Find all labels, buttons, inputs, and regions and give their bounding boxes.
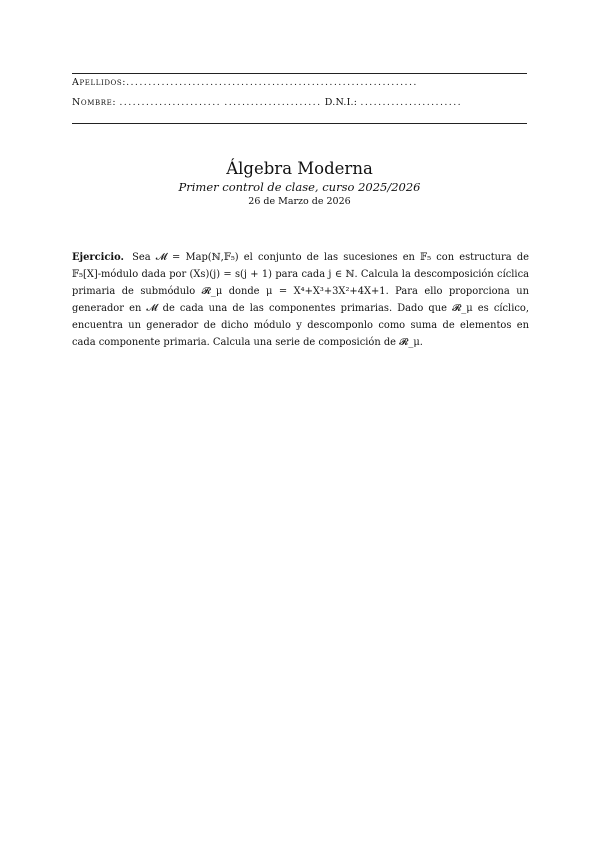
apellidos-field[interactable] bbox=[72, 77, 527, 89]
exercise-block bbox=[72, 249, 529, 352]
exam-title: Álgebra Moderna bbox=[226, 159, 373, 178]
exercise-heading: Ejercicio. bbox=[72, 252, 124, 263]
exam-subtitle: Primer control de clase, curso 2025/2026 bbox=[178, 180, 421, 194]
apellidos-dots: .................................................................. bbox=[126, 77, 418, 88]
exam-date: 26 de Marzo de 2026 bbox=[248, 196, 351, 207]
exercise-body: Sea 𝓜 = Map(ℕ,𝔽₅) el conjunto de las sucesiones en 𝔽₅ con estructura de 𝔽₅[X]-módulo dada por (Xs)(j) = s(j + 1) para cada j ∈ ℕ. Calcula la descomposición cíclica primaria de submódulo 𝓡_μ donde μ = X⁴+X³+3X²+4X+1. Para ello proporciona un generador en 𝓜 de cada una de las componentes primarias. Dado que 𝓡_μ es cíclico, encuentra un generador de dicho módulo y descomponlo como suma de elementos en cada componente primaria. Calcula una serie de composición de 𝓡_μ. bbox=[72, 252, 529, 349]
dni-label: D.N.I.: bbox=[324, 97, 358, 108]
header-top-rule bbox=[72, 73, 527, 74]
nombre-dots-2: ...................... bbox=[224, 97, 322, 108]
dni-dots: ....................... bbox=[360, 97, 463, 108]
apellidos-label: Apellidos: bbox=[72, 77, 127, 88]
header-bottom-rule bbox=[72, 123, 527, 124]
nombre-dni-field[interactable] bbox=[72, 97, 527, 109]
nombre-dots-1: ....................... bbox=[119, 97, 222, 108]
nombre-label: Nombre: bbox=[72, 97, 117, 108]
